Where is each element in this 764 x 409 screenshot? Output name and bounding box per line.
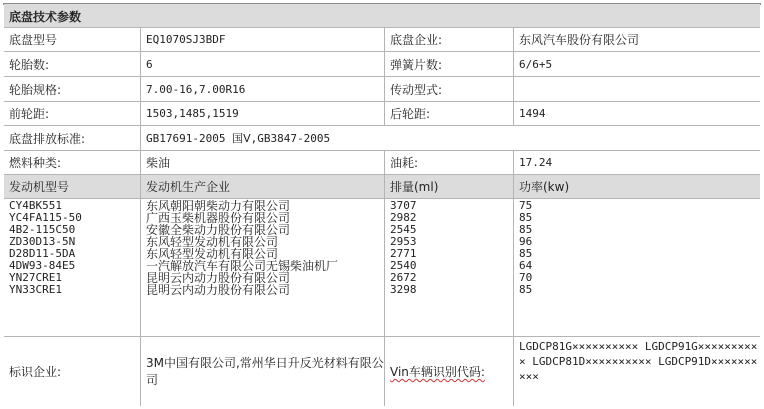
engine-model: YC4FA115-50 xyxy=(9,211,82,224)
fuel-type-label: 燃料种类: xyxy=(9,156,62,170)
id-company-value: 3M中国有限公司,常州华日升反光材料有限公司 xyxy=(140,337,384,406)
vin-value: LGDCP81G×××××××××× LGDCP91G×××××××××× LGDCP81D×××××××××× LGDCP91D×××××××××× xyxy=(513,337,760,406)
engine-displacement: 2540 xyxy=(390,259,417,272)
engine-maker-list xyxy=(140,199,384,336)
vin-label-cell xyxy=(384,337,513,406)
chassis-spec-table xyxy=(3,3,761,387)
engine-maker-header: 发动机生产企业 xyxy=(140,175,384,198)
tire-spec-value: 7.00-16,7.00R16 xyxy=(140,77,384,101)
engine-power: 96 xyxy=(519,235,533,248)
rear-track-value: 1494 xyxy=(513,102,760,125)
chassis-model-label: 底盘型号 xyxy=(9,33,58,47)
row-emission xyxy=(4,126,760,151)
engine-power: 85 xyxy=(519,283,533,296)
engine-maker: 东风朝阳朝柴动力有限公司 xyxy=(146,199,291,213)
emission-label: 底盘排放标准: xyxy=(9,131,86,146)
engine-model: YN27CRE1 xyxy=(9,271,62,284)
engine-list-row xyxy=(4,199,760,337)
power-list xyxy=(513,199,760,336)
displacement-list xyxy=(384,199,513,336)
chassis-model-value: EQ1070SJ3BDF xyxy=(140,28,384,51)
drive-type-label: 传动型式: xyxy=(384,77,513,101)
tire-spec-label: 轮胎规格: xyxy=(9,82,62,97)
front-track-value: 1503,1485,1519 xyxy=(140,102,384,125)
engine-displacement: 2771 xyxy=(390,247,417,260)
row-fuel xyxy=(4,151,760,175)
power-header: 功率(kw) xyxy=(513,175,760,198)
engine-maker: 昆明云内动力股份有限公司 xyxy=(146,271,291,285)
engine-model: ZD30D13-5N xyxy=(9,235,76,248)
fuel-consumption-value: 17.24 xyxy=(513,151,760,174)
engine-displacement: 3707 xyxy=(390,199,417,212)
displacement-header: 排量(ml) xyxy=(384,175,513,198)
section-title: 底盘技术参数 xyxy=(9,9,82,24)
engine-maker: 广西玉柴机器股份有限公司 xyxy=(146,211,291,225)
engine-power: 85 xyxy=(519,223,533,236)
engine-power: 64 xyxy=(519,259,533,272)
engine-model: 4DW93-84E5 xyxy=(9,259,76,272)
engine-displacement: 2982 xyxy=(390,211,417,224)
row-tire-spec xyxy=(4,77,760,102)
engine-maker: 东风轻型发动机有限公司 xyxy=(146,247,279,261)
tire-count-value: 6 xyxy=(140,52,384,76)
chassis-maker-value: 东风汽车股份有限公司 xyxy=(513,28,760,51)
engine-displacement: 3298 xyxy=(390,283,417,296)
engine-model: CY4BK551 xyxy=(9,199,62,212)
engine-model: YN33CRE1 xyxy=(9,283,62,296)
drive-type-value xyxy=(513,77,760,101)
engine-power: 85 xyxy=(519,211,533,224)
rear-track-label: 后轮距: xyxy=(384,102,513,125)
chassis-maker-label: 底盘企业: xyxy=(384,28,513,51)
tire-count-label: 轮胎数: xyxy=(9,57,50,72)
engine-model: D28D11-5DA xyxy=(9,247,76,260)
engine-model: 4B2-115C50 xyxy=(9,223,76,236)
engine-header-row xyxy=(4,175,760,199)
front-track-label: 前轮距: xyxy=(9,107,50,121)
id-company-label: 标识企业: xyxy=(9,365,62,379)
engine-power: 70 xyxy=(519,271,533,284)
engine-power: 85 xyxy=(519,247,533,260)
row-tires xyxy=(4,52,760,77)
engine-model-header: 发动机型号 xyxy=(9,180,70,194)
engine-displacement: 2953 xyxy=(390,235,417,248)
section-header xyxy=(4,4,760,28)
spring-count-value: 6/6+5 xyxy=(513,52,760,76)
row-chassis-model xyxy=(4,28,760,52)
spring-count-label: 弹簧片数: xyxy=(384,52,513,76)
engine-maker: 昆明云内动力股份有限公司 xyxy=(146,283,291,297)
fuel-consumption-label: 油耗: xyxy=(384,151,513,174)
engine-displacement: 2672 xyxy=(390,271,417,284)
engine-power: 75 xyxy=(519,199,533,212)
emission-value: GB17691-2005 国Ⅴ,GB3847-2005 xyxy=(140,126,760,150)
engine-maker: 东风轻型发动机有限公司 xyxy=(146,235,279,249)
engine-displacement: 2545 xyxy=(390,223,417,236)
engine-maker: 一汽解放汽车有限公司无锡柴油机厂 xyxy=(146,259,339,273)
engine-maker: 安徽全柴动力股份有限公司 xyxy=(146,223,291,237)
row-track xyxy=(4,102,760,126)
id-row xyxy=(4,337,760,406)
vin-label: Vin车辆识别代码: xyxy=(390,365,485,379)
engine-model-list xyxy=(4,199,140,336)
fuel-type-value: 柴油 xyxy=(140,151,384,174)
